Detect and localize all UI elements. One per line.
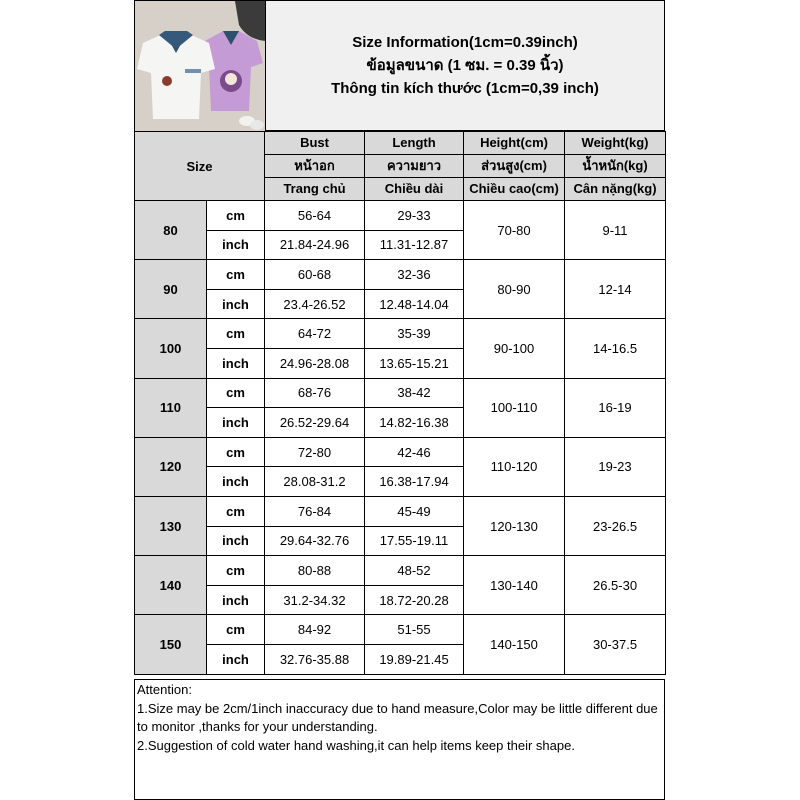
size-value: 90: [135, 260, 207, 319]
product-photo-illustration: [135, 1, 265, 132]
weight-value: 19-23: [565, 437, 666, 496]
column-header-0-vi: Trang chủ: [265, 178, 365, 201]
bust-cm-value: 76-84: [265, 496, 365, 526]
unit-inch-label: inch: [207, 585, 265, 615]
unit-cm-label: cm: [207, 496, 265, 526]
unit-cm-label: cm: [207, 556, 265, 586]
table-row: [135, 319, 666, 349]
height-value: 90-100: [464, 319, 565, 378]
bust-cm-value: 64-72: [265, 319, 365, 349]
bust-cm-value: 80-88: [265, 556, 365, 586]
length-cm-value: 29-33: [365, 201, 464, 231]
table-row: [135, 556, 666, 586]
length-cm-value: 42-46: [365, 437, 464, 467]
bust-inch-value: 31.2-34.32: [265, 585, 365, 615]
length-cm-value: 35-39: [365, 319, 464, 349]
column-header-0-en: Bust: [265, 132, 365, 155]
table-row: [135, 260, 666, 290]
unit-inch-label: inch: [207, 408, 265, 438]
title-area: [266, 1, 664, 130]
height-value: 110-120: [464, 437, 565, 496]
length-cm-value: 48-52: [365, 556, 464, 586]
product-photo: [135, 1, 266, 132]
bust-cm-value: 60-68: [265, 260, 365, 290]
length-cm-value: 51-55: [365, 615, 464, 645]
height-value: 70-80: [464, 201, 565, 260]
bust-inch-value: 26.52-29.64: [265, 408, 365, 438]
bust-cm-value: 56-64: [265, 201, 365, 231]
column-header-3-th: น้ำหนัก(kg): [565, 155, 666, 178]
unit-inch-label: inch: [207, 644, 265, 674]
table-row: [135, 378, 666, 408]
length-inch-value: 11.31-12.87: [365, 230, 464, 260]
table-row: [135, 437, 666, 467]
length-cm-value: 32-36: [365, 260, 464, 290]
chart-header: [134, 0, 665, 131]
column-header-2-en: Height(cm): [464, 132, 565, 155]
unit-cm-label: cm: [207, 615, 265, 645]
size-value: 80: [135, 201, 207, 260]
column-header-0-th: หน้าอก: [265, 155, 365, 178]
unit-inch-label: inch: [207, 230, 265, 260]
height-value: 120-130: [464, 496, 565, 555]
length-inch-value: 19.89-21.45: [365, 644, 464, 674]
column-header-1-th: ความยาว: [365, 155, 464, 178]
bust-inch-value: 28.08-31.2: [265, 467, 365, 497]
column-header-2-vi: Chiều cao(cm): [464, 178, 565, 201]
size-table: [134, 131, 666, 675]
column-header-1-vi: Chiều dài: [365, 178, 464, 201]
length-inch-value: 16.38-17.94: [365, 467, 464, 497]
bust-inch-value: 29.64-32.76: [265, 526, 365, 556]
unit-inch-label: inch: [207, 348, 265, 378]
attention-notes: [134, 679, 665, 800]
bust-cm-value: 72-80: [265, 437, 365, 467]
weight-value: 23-26.5: [565, 496, 666, 555]
height-value: 80-90: [464, 260, 565, 319]
attention-line-1: 1.Size may be 2cm/1inch inaccuracy due to hand measure,Color may be little different due to monitor ,thanks for your understanding.: [137, 700, 658, 734]
size-value: 100: [135, 319, 207, 378]
unit-cm-label: cm: [207, 437, 265, 467]
unit-cm-label: cm: [207, 319, 265, 349]
length-cm-value: 45-49: [365, 496, 464, 526]
weight-value: 14-16.5: [565, 319, 666, 378]
attention-line-2: 2.Suggestion of cold water hand washing,it can help items keep their shape.: [137, 737, 575, 753]
weight-value: 26.5-30: [565, 556, 666, 615]
unit-cm-label: cm: [207, 201, 265, 231]
title-thai: ข้อมูลขนาด (1 ซม. = 0.39 นิ้ว): [366, 57, 564, 74]
length-inch-value: 12.48-14.04: [365, 289, 464, 319]
unit-inch-label: inch: [207, 526, 265, 556]
height-value: 130-140: [464, 556, 565, 615]
length-cm-value: 38-42: [365, 378, 464, 408]
table-row: [135, 201, 666, 231]
size-value: 110: [135, 378, 207, 437]
height-value: 140-150: [464, 615, 565, 674]
column-header-3-vi: Cân nặng(kg): [565, 178, 666, 201]
bust-inch-value: 21.84-24.96: [265, 230, 365, 260]
bust-inch-value: 23.4-26.52: [265, 289, 365, 319]
unit-cm-label: cm: [207, 378, 265, 408]
unit-inch-label: inch: [207, 289, 265, 319]
size-value: 120: [135, 437, 207, 496]
height-value: 100-110: [464, 378, 565, 437]
bust-inch-value: 24.96-28.08: [265, 348, 365, 378]
weight-value: 16-19: [565, 378, 666, 437]
column-header-1-en: Length: [365, 132, 464, 155]
length-inch-value: 18.72-20.28: [365, 585, 464, 615]
title-english: Size Information(1cm=0.39inch): [352, 34, 578, 51]
size-value: 130: [135, 496, 207, 555]
unit-inch-label: inch: [207, 467, 265, 497]
table-row: [135, 496, 666, 526]
size-column-header: Size: [135, 132, 265, 201]
attention-heading: Attention:: [137, 682, 192, 697]
weight-value: 12-14: [565, 260, 666, 319]
header-row-en: [135, 132, 666, 155]
bust-cm-value: 68-76: [265, 378, 365, 408]
size-value: 140: [135, 556, 207, 615]
length-inch-value: 13.65-15.21: [365, 348, 464, 378]
length-inch-value: 14.82-16.38: [365, 408, 464, 438]
length-inch-value: 17.55-19.11: [365, 526, 464, 556]
weight-value: 30-37.5: [565, 615, 666, 674]
bust-cm-value: 84-92: [265, 615, 365, 645]
title-vietnamese: Thông tin kích thước (1cm=0,39 inch): [331, 80, 599, 97]
column-header-2-th: ส่วนสูง(cm): [464, 155, 565, 178]
table-row: [135, 615, 666, 645]
bust-inch-value: 32.76-35.88: [265, 644, 365, 674]
weight-value: 9-11: [565, 201, 666, 260]
column-header-3-en: Weight(kg): [565, 132, 666, 155]
size-value: 150: [135, 615, 207, 674]
size-chart-sheet: [134, 0, 665, 800]
unit-cm-label: cm: [207, 260, 265, 290]
